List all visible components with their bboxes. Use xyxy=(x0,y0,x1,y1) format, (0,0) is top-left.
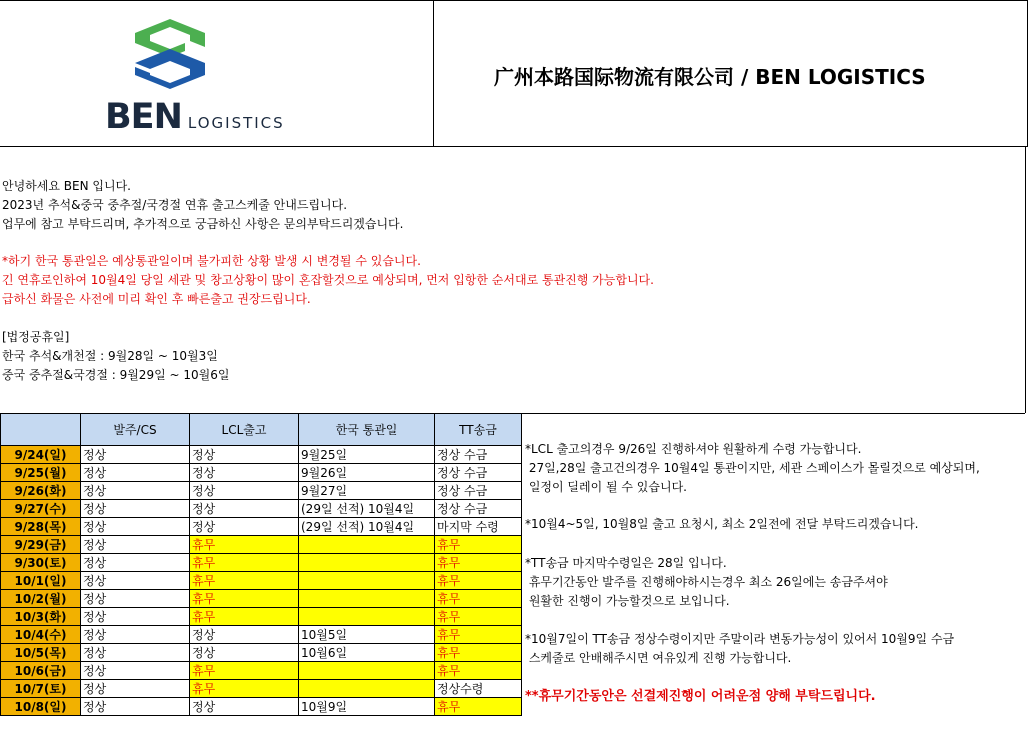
note-line: 일정이 딜레이 될 수 있습니다. xyxy=(525,480,687,494)
customs-cell: 9월26일 xyxy=(299,464,435,482)
table-row xyxy=(1,644,522,662)
table-row xyxy=(1,500,522,518)
date-cell: 9/29(금) xyxy=(1,536,81,554)
holiday-line: 한국 추석&개천절 : 9월28일 ~ 10월3일 xyxy=(2,349,218,363)
customs-cell xyxy=(299,554,435,572)
intro-line: 안녕하세요 BEN 입니다. xyxy=(2,179,131,193)
date-cell: 9/30(토) xyxy=(1,554,81,572)
logo-cell xyxy=(0,0,434,146)
tt-cell: 휴무 xyxy=(435,554,522,572)
customs-cell xyxy=(299,608,435,626)
table-row xyxy=(1,536,522,554)
order-cell: 정상 xyxy=(81,590,190,608)
note-line: 스케줄로 안배해주시면 여유있게 진행 가능합니다. xyxy=(525,651,792,665)
order-cell: 정상 xyxy=(81,662,190,680)
note-line: *10월7일이 TT송금 정상수령이지만 주말이라 변동가능성이 있어서 10월9일 수금 xyxy=(525,632,955,646)
column-header: TT송금 xyxy=(435,414,522,446)
customs-cell xyxy=(299,590,435,608)
lcl-cell: 정상 xyxy=(190,464,299,482)
note-line: *LCL 출고의경우 9/26일 진행하셔야 원활하게 수령 가능합니다. xyxy=(525,442,862,456)
lcl-cell: 휴무 xyxy=(190,590,299,608)
column-header: 한국 통관일 xyxy=(299,414,435,446)
column-header: 발주/CS xyxy=(81,414,190,446)
date-cell: 9/27(수) xyxy=(1,500,81,518)
holiday-title: [법정공휴일] xyxy=(2,330,70,344)
date-cell: 10/4(수) xyxy=(1,626,81,644)
order-cell: 정상 xyxy=(81,608,190,626)
holiday-block xyxy=(2,328,229,385)
intro-line: 2023년 추석&중국 중추절/국경절 연휴 출고스케줄 안내드립니다. xyxy=(2,198,348,212)
order-cell: 정상 xyxy=(81,698,190,716)
tt-cell: 휴무 xyxy=(435,572,522,590)
tt-cell: 휴무 xyxy=(435,608,522,626)
tt-cell: 정상 수금 xyxy=(435,482,522,500)
customs-cell: 10월5일 xyxy=(299,626,435,644)
date-cell: 10/1(일) xyxy=(1,572,81,590)
tt-cell: 휴무 xyxy=(435,536,522,554)
column-header xyxy=(1,414,81,446)
tt-cell: 마지막 수령 xyxy=(435,518,522,536)
tt-cell: 정상 수금 xyxy=(435,500,522,518)
date-cell: 9/28(목) xyxy=(1,518,81,536)
customs-cell xyxy=(299,572,435,590)
company-name: 广州本路国际物流有限公司 / BEN LOGISTICS xyxy=(494,65,926,89)
table-header-row xyxy=(1,414,522,446)
table-row xyxy=(1,590,522,608)
tt-cell: 정상 수금 xyxy=(435,446,522,464)
tt-cell: 휴무 xyxy=(435,662,522,680)
date-cell: 10/5(목) xyxy=(1,644,81,662)
logo-brand-text: BEN xyxy=(105,97,182,137)
lcl-cell: 휴무 xyxy=(190,536,299,554)
lcl-cell: 휴무 xyxy=(190,608,299,626)
lcl-cell: 정상 xyxy=(190,446,299,464)
tt-note xyxy=(525,554,888,611)
customs-cell xyxy=(299,662,435,680)
tt-cell: 휴무 xyxy=(435,644,522,662)
header-divider xyxy=(0,146,1028,147)
final-note: **휴무기간동안은 선결제진행이 어려운점 양해 부탁드립니다. xyxy=(525,689,876,704)
table-row xyxy=(1,572,522,590)
customs-cell: 9월27일 xyxy=(299,482,435,500)
date-cell: 10/3(화) xyxy=(1,608,81,626)
lcl-cell: 휴무 xyxy=(190,554,299,572)
note-line: 휴무기간동안 발주를 진행해야하시는경우 최소 26일에는 송금주셔야 xyxy=(525,575,888,589)
date-cell: 10/6(금) xyxy=(1,662,81,680)
table-row xyxy=(1,698,522,716)
date-cell: 9/25(월) xyxy=(1,464,81,482)
lcl-cell: 정상 xyxy=(190,500,299,518)
warning-block xyxy=(2,252,654,309)
customs-cell: 9월25일 xyxy=(299,446,435,464)
customs-cell: (29일 선적) 10월4일 xyxy=(299,500,435,518)
tt-cell: 휴무 xyxy=(435,590,522,608)
order-cell: 정상 xyxy=(81,518,190,536)
table-row xyxy=(1,464,522,482)
note-line: 원활한 진행이 가능할것으로 보입니다. xyxy=(525,594,730,608)
date-cell: 10/2(월) xyxy=(1,590,81,608)
order-cell: 정상 xyxy=(81,680,190,698)
lcl-cell: 정상 xyxy=(190,482,299,500)
warning-line: *하기 한국 통관일은 예상통관일이며 불가피한 상황 발생 시 변경될 수 있습니다. xyxy=(2,254,421,268)
table-row xyxy=(1,446,522,464)
oct7-note xyxy=(525,630,954,668)
right-border xyxy=(1025,146,1026,413)
table-row xyxy=(1,554,522,572)
date-cell: 9/24(일) xyxy=(1,446,81,464)
note-line: 27일,28일 출고건의경우 10월4일 통관이지만, 세관 스페이스가 몰릴것으로 예상되며, xyxy=(525,461,980,475)
customs-cell: 10월6일 xyxy=(299,644,435,662)
tt-cell: 정상수령 xyxy=(435,680,522,698)
lcl-cell: 정상 xyxy=(190,626,299,644)
lcl-cell: 정상 xyxy=(190,698,299,716)
date-cell: 10/8(일) xyxy=(1,698,81,716)
schedule-table xyxy=(0,413,522,716)
company-cell xyxy=(434,0,1028,146)
order-cell: 정상 xyxy=(81,500,190,518)
customs-cell: 10월9일 xyxy=(299,698,435,716)
order-cell: 정상 xyxy=(81,464,190,482)
order-cell: 정상 xyxy=(81,482,190,500)
table-row xyxy=(1,626,522,644)
table-row xyxy=(1,662,522,680)
note-line: *TT송금 마지막수령일은 28일 입니다. xyxy=(525,556,727,570)
table-row xyxy=(1,680,522,698)
lcl-cell: 휴무 xyxy=(190,680,299,698)
notes-top-border xyxy=(521,413,1025,414)
order-cell: 정상 xyxy=(81,536,190,554)
lcl-cell: 정상 xyxy=(190,644,299,662)
warning-line: 급하신 화물은 사전에 미리 확인 후 빠른출고 권장드립니다. xyxy=(2,292,311,306)
oct-note: *10월4~5일, 10월8일 출고 요청시, 최소 2일전에 전달 부탁드리겠습니다. xyxy=(525,517,919,531)
tt-cell: 휴무 xyxy=(435,626,522,644)
lcl-cell: 휴무 xyxy=(190,662,299,680)
order-cell: 정상 xyxy=(81,626,190,644)
tt-cell: 정상 수금 xyxy=(435,464,522,482)
order-cell: 정상 xyxy=(81,644,190,662)
date-cell: 9/26(화) xyxy=(1,482,81,500)
order-cell: 정상 xyxy=(81,446,190,464)
order-cell: 정상 xyxy=(81,554,190,572)
warning-line: 긴 연휴로인하여 10월4일 당일 세관 및 창고상황이 많이 혼잡할것으로 예상되며, 먼저 입항한 순서대로 통관진행 가능합니다. xyxy=(2,273,654,287)
lcl-cell: 정상 xyxy=(190,518,299,536)
customs-cell: (29일 선적) 10월4일 xyxy=(299,518,435,536)
table-row xyxy=(1,482,522,500)
customs-cell xyxy=(299,680,435,698)
lcl-cell: 휴무 xyxy=(190,572,299,590)
holiday-line: 중국 중추절&국경절 : 9월29일 ~ 10월6일 xyxy=(2,368,230,382)
customs-cell xyxy=(299,536,435,554)
order-cell: 정상 xyxy=(81,572,190,590)
logo-wordmark xyxy=(105,97,285,137)
ben-logo-icon xyxy=(105,19,235,99)
tt-cell: 휴무 xyxy=(435,698,522,716)
date-cell: 10/7(토) xyxy=(1,680,81,698)
logo-sub-text: LOGISTICS xyxy=(187,114,285,132)
column-header: LCL출고 xyxy=(190,414,299,446)
intro-line: 업무에 참고 부탁드리며, 추가적으로 궁금하신 사항은 문의부탁드리겠습니다. xyxy=(2,217,404,231)
lcl-note xyxy=(525,440,980,497)
schedule-body xyxy=(1,446,522,716)
table-row xyxy=(1,518,522,536)
intro-block xyxy=(2,177,403,234)
table-row xyxy=(1,608,522,626)
